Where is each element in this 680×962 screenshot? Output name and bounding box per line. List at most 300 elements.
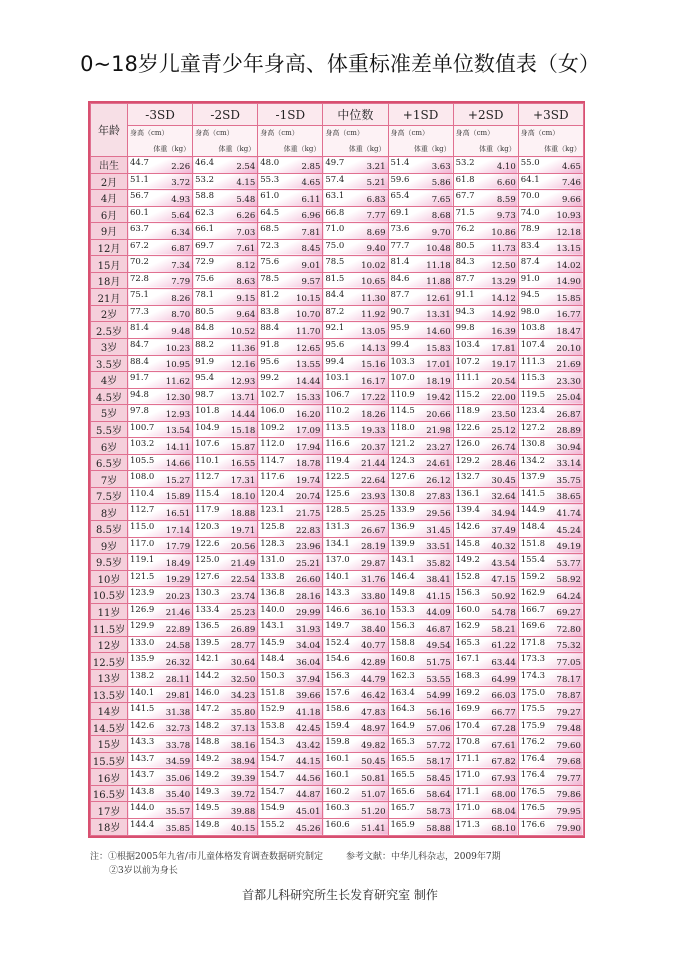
height-value: 119.1 <box>130 555 155 566</box>
value-cell <box>128 190 193 207</box>
height-value: 114.7 <box>260 455 285 466</box>
value-cell <box>128 405 193 422</box>
height-value: 154.3 <box>260 737 285 748</box>
height-value: 87.7 <box>455 273 475 284</box>
height-value: 115.0 <box>130 522 155 533</box>
table-row <box>91 587 584 604</box>
weight-value: 47.83 <box>361 707 386 718</box>
value-cell <box>128 239 193 256</box>
value-cell <box>193 620 258 637</box>
table-row <box>91 570 584 587</box>
height-value: 74.0 <box>520 207 540 218</box>
value-cell <box>258 239 323 256</box>
value-cell <box>193 206 258 223</box>
value-cell <box>128 570 193 587</box>
weight-unit-label: 体重（kg） <box>283 145 321 153</box>
height-value: 67.2 <box>130 240 149 251</box>
height-value: 133.9 <box>390 505 415 516</box>
height-value: 61.8 <box>455 174 475 185</box>
value-cell <box>518 620 583 637</box>
value-cell <box>388 388 453 405</box>
weight-value: 37.49 <box>491 525 516 536</box>
value-cell <box>518 570 583 587</box>
height-value: 154.6 <box>325 654 350 665</box>
value-cell <box>453 719 518 736</box>
value-cell <box>258 752 323 769</box>
height-value: 136.5 <box>195 621 220 632</box>
height-value: 165.5 <box>390 770 415 781</box>
weight-value: 22.54 <box>230 575 256 586</box>
weight-value: 45.24 <box>556 525 581 536</box>
height-value: 154.9 <box>260 803 285 814</box>
height-value: 75.6 <box>195 273 215 284</box>
weight-value: 34.23 <box>230 691 256 702</box>
weight-value: 21.44 <box>361 459 386 470</box>
value-cell <box>518 272 583 289</box>
height-value: 49.7 <box>325 158 345 168</box>
height-value: 153.8 <box>260 720 285 731</box>
weight-value: 21.69 <box>556 360 581 371</box>
weight-value: 14.02 <box>556 260 581 271</box>
weight-value: 28.89 <box>556 426 581 437</box>
unit-header-cell <box>388 126 453 157</box>
weight-value: 19.74 <box>296 475 321 486</box>
value-cell <box>193 239 258 256</box>
height-value: 62.3 <box>195 207 215 218</box>
value-cell <box>518 703 583 720</box>
age-cell: 16.5岁 <box>91 785 128 802</box>
age-cell: 10岁 <box>91 570 128 587</box>
table-row <box>91 636 584 653</box>
weight-value: 51.20 <box>361 806 386 817</box>
height-value: 171.1 <box>455 786 480 797</box>
weight-value: 15.89 <box>165 492 191 503</box>
weight-value: 45.01 <box>296 806 321 817</box>
weight-value: 15.87 <box>230 442 256 453</box>
value-cell <box>453 256 518 273</box>
height-value: 160.8 <box>390 654 415 665</box>
weight-value: 12.50 <box>491 260 516 271</box>
weight-value: 66.77 <box>491 707 516 718</box>
value-cell <box>453 736 518 753</box>
value-cell <box>453 620 518 637</box>
table-row <box>91 173 584 190</box>
height-value: 139.5 <box>195 637 220 648</box>
value-cell <box>193 521 258 538</box>
height-value: 174.3 <box>520 670 546 681</box>
reference: 参考文献：中华儿科杂志，2009年7期 <box>346 852 501 862</box>
height-value: 115.2 <box>455 389 480 400</box>
height-value: 130.3 <box>195 588 220 599</box>
height-value: 114.5 <box>390 406 415 417</box>
weight-value: 6.34 <box>171 227 191 238</box>
weight-value: 24.58 <box>165 641 191 652</box>
value-cell <box>258 471 323 488</box>
value-cell <box>128 421 193 438</box>
height-value: 66.1 <box>195 224 215 235</box>
value-cell <box>388 653 453 670</box>
weight-value: 17.79 <box>165 542 191 553</box>
value-cell <box>453 603 518 620</box>
height-value: 99.8 <box>455 323 475 334</box>
value-cell <box>193 570 258 587</box>
weight-value: 7.46 <box>561 178 581 189</box>
weight-value: 6.60 <box>496 178 516 189</box>
unit-header-cell <box>128 126 193 157</box>
weight-value: 19.71 <box>230 525 256 536</box>
value-cell <box>193 157 258 174</box>
weight-value: 35.80 <box>230 707 256 718</box>
value-cell <box>323 272 388 289</box>
weight-value: 10.48 <box>426 244 451 255</box>
weight-value: 29.87 <box>361 558 386 569</box>
weight-value: 26.67 <box>361 525 386 536</box>
value-cell <box>388 785 453 802</box>
weight-value: 9.66 <box>561 194 581 205</box>
height-value: 160.0 <box>455 604 480 615</box>
value-cell <box>323 471 388 488</box>
weight-value: 23.74 <box>230 591 256 602</box>
height-value: 104.9 <box>195 422 220 433</box>
table-row <box>91 653 584 670</box>
height-value: 95.6 <box>260 356 280 367</box>
height-value: 110.9 <box>390 389 415 400</box>
weight-value: 25.12 <box>491 426 516 437</box>
value-cell <box>128 587 193 604</box>
height-value: 91.0 <box>520 273 540 284</box>
value-cell <box>388 603 453 620</box>
height-value: 51.4 <box>390 158 410 168</box>
value-cell <box>193 372 258 389</box>
value-cell <box>388 620 453 637</box>
weight-value: 40.77 <box>361 641 386 652</box>
value-cell <box>453 223 518 240</box>
value-cell <box>193 802 258 819</box>
height-value: 84.8 <box>195 323 215 334</box>
weight-value: 21.75 <box>296 509 321 520</box>
height-value: 67.7 <box>455 191 475 202</box>
value-cell <box>388 289 453 306</box>
value-cell <box>128 487 193 504</box>
table-row <box>91 305 584 322</box>
value-cell <box>388 521 453 538</box>
weight-value: 14.11 <box>165 442 191 453</box>
value-cell <box>128 521 193 538</box>
height-unit-label: 身高（cm） <box>390 129 430 137</box>
height-value: 98.0 <box>520 306 540 317</box>
height-value: 143.8 <box>130 786 155 797</box>
value-cell <box>323 487 388 504</box>
weight-value: 9.40 <box>366 244 386 255</box>
weight-value: 23.93 <box>361 492 386 503</box>
table-row <box>91 372 584 389</box>
weight-value: 2.85 <box>301 161 321 172</box>
height-value: 78.1 <box>195 290 215 301</box>
height-value: 63.7 <box>130 224 149 235</box>
weight-value: 45.26 <box>296 824 321 834</box>
height-value: 111.1 <box>455 373 480 384</box>
weight-value: 14.66 <box>165 459 191 470</box>
value-cell <box>518 223 583 240</box>
weight-value: 25.23 <box>230 608 256 619</box>
age-cell: 4.5岁 <box>91 388 128 405</box>
height-value: 131.3 <box>325 522 350 533</box>
weight-value: 23.50 <box>491 409 516 420</box>
height-value: 159.8 <box>325 737 350 748</box>
weight-value: 79.60 <box>556 740 581 751</box>
weight-value: 54.99 <box>426 691 451 702</box>
height-value: 84.6 <box>390 273 410 284</box>
height-value: 175.5 <box>520 704 546 715</box>
value-cell <box>128 305 193 322</box>
weight-value: 51.75 <box>426 657 451 668</box>
height-value: 146.6 <box>325 604 350 615</box>
age-cell: 13.5岁 <box>91 686 128 703</box>
weight-value: 78.17 <box>556 674 581 685</box>
footer-credit: 首都儿科研究所生长发育研究室 制作 <box>242 888 438 902</box>
age-cell: 7岁 <box>91 471 128 488</box>
weight-value: 10.93 <box>556 211 581 222</box>
value-cell <box>258 190 323 207</box>
height-value: 91.9 <box>195 356 215 367</box>
weight-value: 50.92 <box>491 591 516 602</box>
weight-value: 7.79 <box>171 277 191 288</box>
weight-value: 17.94 <box>296 442 321 453</box>
height-value: 151.8 <box>260 687 285 698</box>
weight-value: 30.94 <box>556 442 581 453</box>
weight-value: 14.92 <box>491 310 516 321</box>
weight-value: 8.26 <box>171 293 191 304</box>
weight-value: 29.81 <box>165 691 191 702</box>
value-cell <box>388 686 453 703</box>
sd-column-header: -3SD <box>128 104 193 126</box>
weight-value: 10.86 <box>491 227 516 238</box>
weight-value: 12.18 <box>556 227 581 238</box>
height-value: 103.4 <box>455 340 480 351</box>
height-value: 140.0 <box>260 604 285 615</box>
weight-value: 78.87 <box>556 691 581 702</box>
value-cell <box>128 537 193 554</box>
sd-column-header: +2SD <box>453 104 518 126</box>
table-row <box>91 686 584 703</box>
weight-value: 7.81 <box>301 227 321 238</box>
height-value: 91.1 <box>455 290 475 301</box>
height-value: 158.8 <box>390 637 415 648</box>
height-value: 163.4 <box>390 687 415 698</box>
weight-value: 53.55 <box>426 674 451 685</box>
weight-value: 6.11 <box>301 194 321 205</box>
height-value: 117.9 <box>195 505 220 516</box>
value-cell <box>518 736 583 753</box>
value-cell <box>453 339 518 356</box>
height-value: 119.5 <box>520 389 546 400</box>
value-cell <box>518 421 583 438</box>
height-value: 136.8 <box>260 588 285 599</box>
value-cell <box>323 256 388 273</box>
age-cell: 9月 <box>91 223 128 240</box>
height-value: 171.1 <box>455 753 480 764</box>
weight-value: 20.66 <box>426 409 451 420</box>
value-cell <box>128 818 193 835</box>
weight-value: 79.95 <box>556 806 581 817</box>
value-cell <box>453 471 518 488</box>
value-cell <box>128 785 193 802</box>
value-cell <box>323 305 388 322</box>
value-cell <box>453 570 518 587</box>
weight-value: 79.77 <box>556 773 581 784</box>
height-value: 83.4 <box>520 240 540 251</box>
weight-value: 9.70 <box>431 227 451 238</box>
weight-value: 4.65 <box>561 161 581 172</box>
weight-value: 21.46 <box>165 608 191 619</box>
weight-value: 17.09 <box>296 426 321 437</box>
height-value: 140.1 <box>325 571 350 582</box>
value-cell <box>388 372 453 389</box>
weight-value: 33.51 <box>426 542 451 553</box>
age-cell: 15月 <box>91 256 128 273</box>
height-value: 157.6 <box>325 687 350 698</box>
height-value: 176.6 <box>520 819 546 830</box>
weight-value: 18.26 <box>361 409 386 420</box>
age-cell: 2.5岁 <box>91 322 128 339</box>
table-row <box>91 818 584 835</box>
value-cell <box>453 421 518 438</box>
weight-value: 67.28 <box>491 724 516 735</box>
weight-value: 13.71 <box>230 393 256 404</box>
value-cell <box>323 322 388 339</box>
weight-value: 2.54 <box>236 161 256 172</box>
weight-value: 39.66 <box>296 691 321 702</box>
height-value: 103.8 <box>520 323 546 334</box>
height-value: 84.3 <box>455 257 475 268</box>
height-value: 95.4 <box>195 373 215 384</box>
value-cell <box>323 653 388 670</box>
height-value: 122.5 <box>325 472 350 483</box>
height-value: 142.6 <box>455 522 480 533</box>
height-value: 154.7 <box>260 786 285 797</box>
weight-value: 17.81 <box>491 343 516 354</box>
age-cell: 2岁 <box>91 305 128 322</box>
value-cell <box>128 223 193 240</box>
weight-value: 50.45 <box>361 757 386 768</box>
weight-value: 14.44 <box>296 376 321 387</box>
height-value: 120.4 <box>260 488 285 499</box>
weight-value: 54.78 <box>491 608 516 619</box>
height-value: 150.3 <box>260 670 285 681</box>
value-cell <box>193 272 258 289</box>
height-value: 84.4 <box>325 290 345 301</box>
weight-value: 44.87 <box>296 790 321 801</box>
weight-value: 8.59 <box>496 194 516 205</box>
weight-value: 14.13 <box>361 343 386 354</box>
weight-value: 25.25 <box>361 509 386 520</box>
height-value: 106.7 <box>325 389 350 400</box>
value-cell <box>323 289 388 306</box>
height-value: 64.1 <box>520 174 540 185</box>
height-value: 66.8 <box>325 207 345 218</box>
height-value: 149.3 <box>195 786 220 797</box>
height-value: 91.8 <box>260 340 280 351</box>
height-value: 143.1 <box>390 555 415 566</box>
value-cell <box>128 669 193 686</box>
table-row <box>91 603 584 620</box>
value-cell <box>128 554 193 571</box>
height-value: 103.1 <box>325 373 350 384</box>
height-value: 94.8 <box>130 389 149 400</box>
weight-value: 26.60 <box>296 575 321 586</box>
value-cell <box>388 206 453 223</box>
height-value: 107.6 <box>195 439 220 450</box>
weight-value: 20.10 <box>556 343 581 354</box>
weight-value: 17.31 <box>230 475 256 486</box>
weight-value: 26.32 <box>165 657 191 668</box>
value-cell <box>388 504 453 521</box>
height-value: 149.8 <box>195 819 220 830</box>
height-value: 169.6 <box>520 621 546 632</box>
height-value: 148.2 <box>195 720 220 731</box>
unit-header-cell <box>518 126 583 157</box>
age-cell: 10.5岁 <box>91 587 128 604</box>
height-value: 113.5 <box>325 422 350 433</box>
height-value: 148.4 <box>260 654 285 665</box>
height-value: 170.4 <box>455 720 480 731</box>
height-value: 88.4 <box>130 356 149 367</box>
value-cell <box>323 355 388 372</box>
value-cell <box>258 736 323 753</box>
height-value: 162.9 <box>520 588 546 599</box>
weight-value: 49.82 <box>361 740 386 751</box>
weight-value: 58.73 <box>426 806 451 817</box>
value-cell <box>518 322 583 339</box>
age-cell: 14.5岁 <box>91 719 128 736</box>
value-cell <box>258 157 323 174</box>
value-cell <box>128 703 193 720</box>
weight-value: 38.41 <box>426 575 451 586</box>
weight-value: 56.16 <box>426 707 451 718</box>
height-value: 102.7 <box>260 389 285 400</box>
weight-value: 64.99 <box>491 674 516 685</box>
height-value: 162.3 <box>390 670 415 681</box>
height-value: 123.9 <box>130 588 155 599</box>
height-value: 87.7 <box>390 290 410 301</box>
value-cell <box>453 405 518 422</box>
table-row <box>91 272 584 289</box>
value-cell <box>193 487 258 504</box>
height-value: 71.0 <box>325 224 345 235</box>
weight-value: 36.10 <box>361 608 386 619</box>
value-cell <box>453 785 518 802</box>
height-value: 115.3 <box>520 373 546 384</box>
height-value: 156.3 <box>325 670 350 681</box>
weight-value: 9.48 <box>171 327 191 338</box>
weight-value: 40.32 <box>491 542 516 553</box>
table-row <box>91 322 584 339</box>
value-cell <box>388 471 453 488</box>
height-value: 99.4 <box>390 340 410 351</box>
value-cell <box>388 736 453 753</box>
weight-value: 44.56 <box>296 773 321 784</box>
height-value: 171.3 <box>455 819 480 830</box>
weight-value: 10.65 <box>361 277 386 288</box>
height-value: 64.5 <box>260 207 280 218</box>
height-value: 165.5 <box>390 753 415 764</box>
height-value: 142.6 <box>130 720 155 731</box>
height-value: 131.0 <box>260 555 285 566</box>
value-cell <box>323 421 388 438</box>
height-value: 137.9 <box>520 472 546 483</box>
value-cell <box>258 305 323 322</box>
weight-value: 34.04 <box>296 641 321 652</box>
